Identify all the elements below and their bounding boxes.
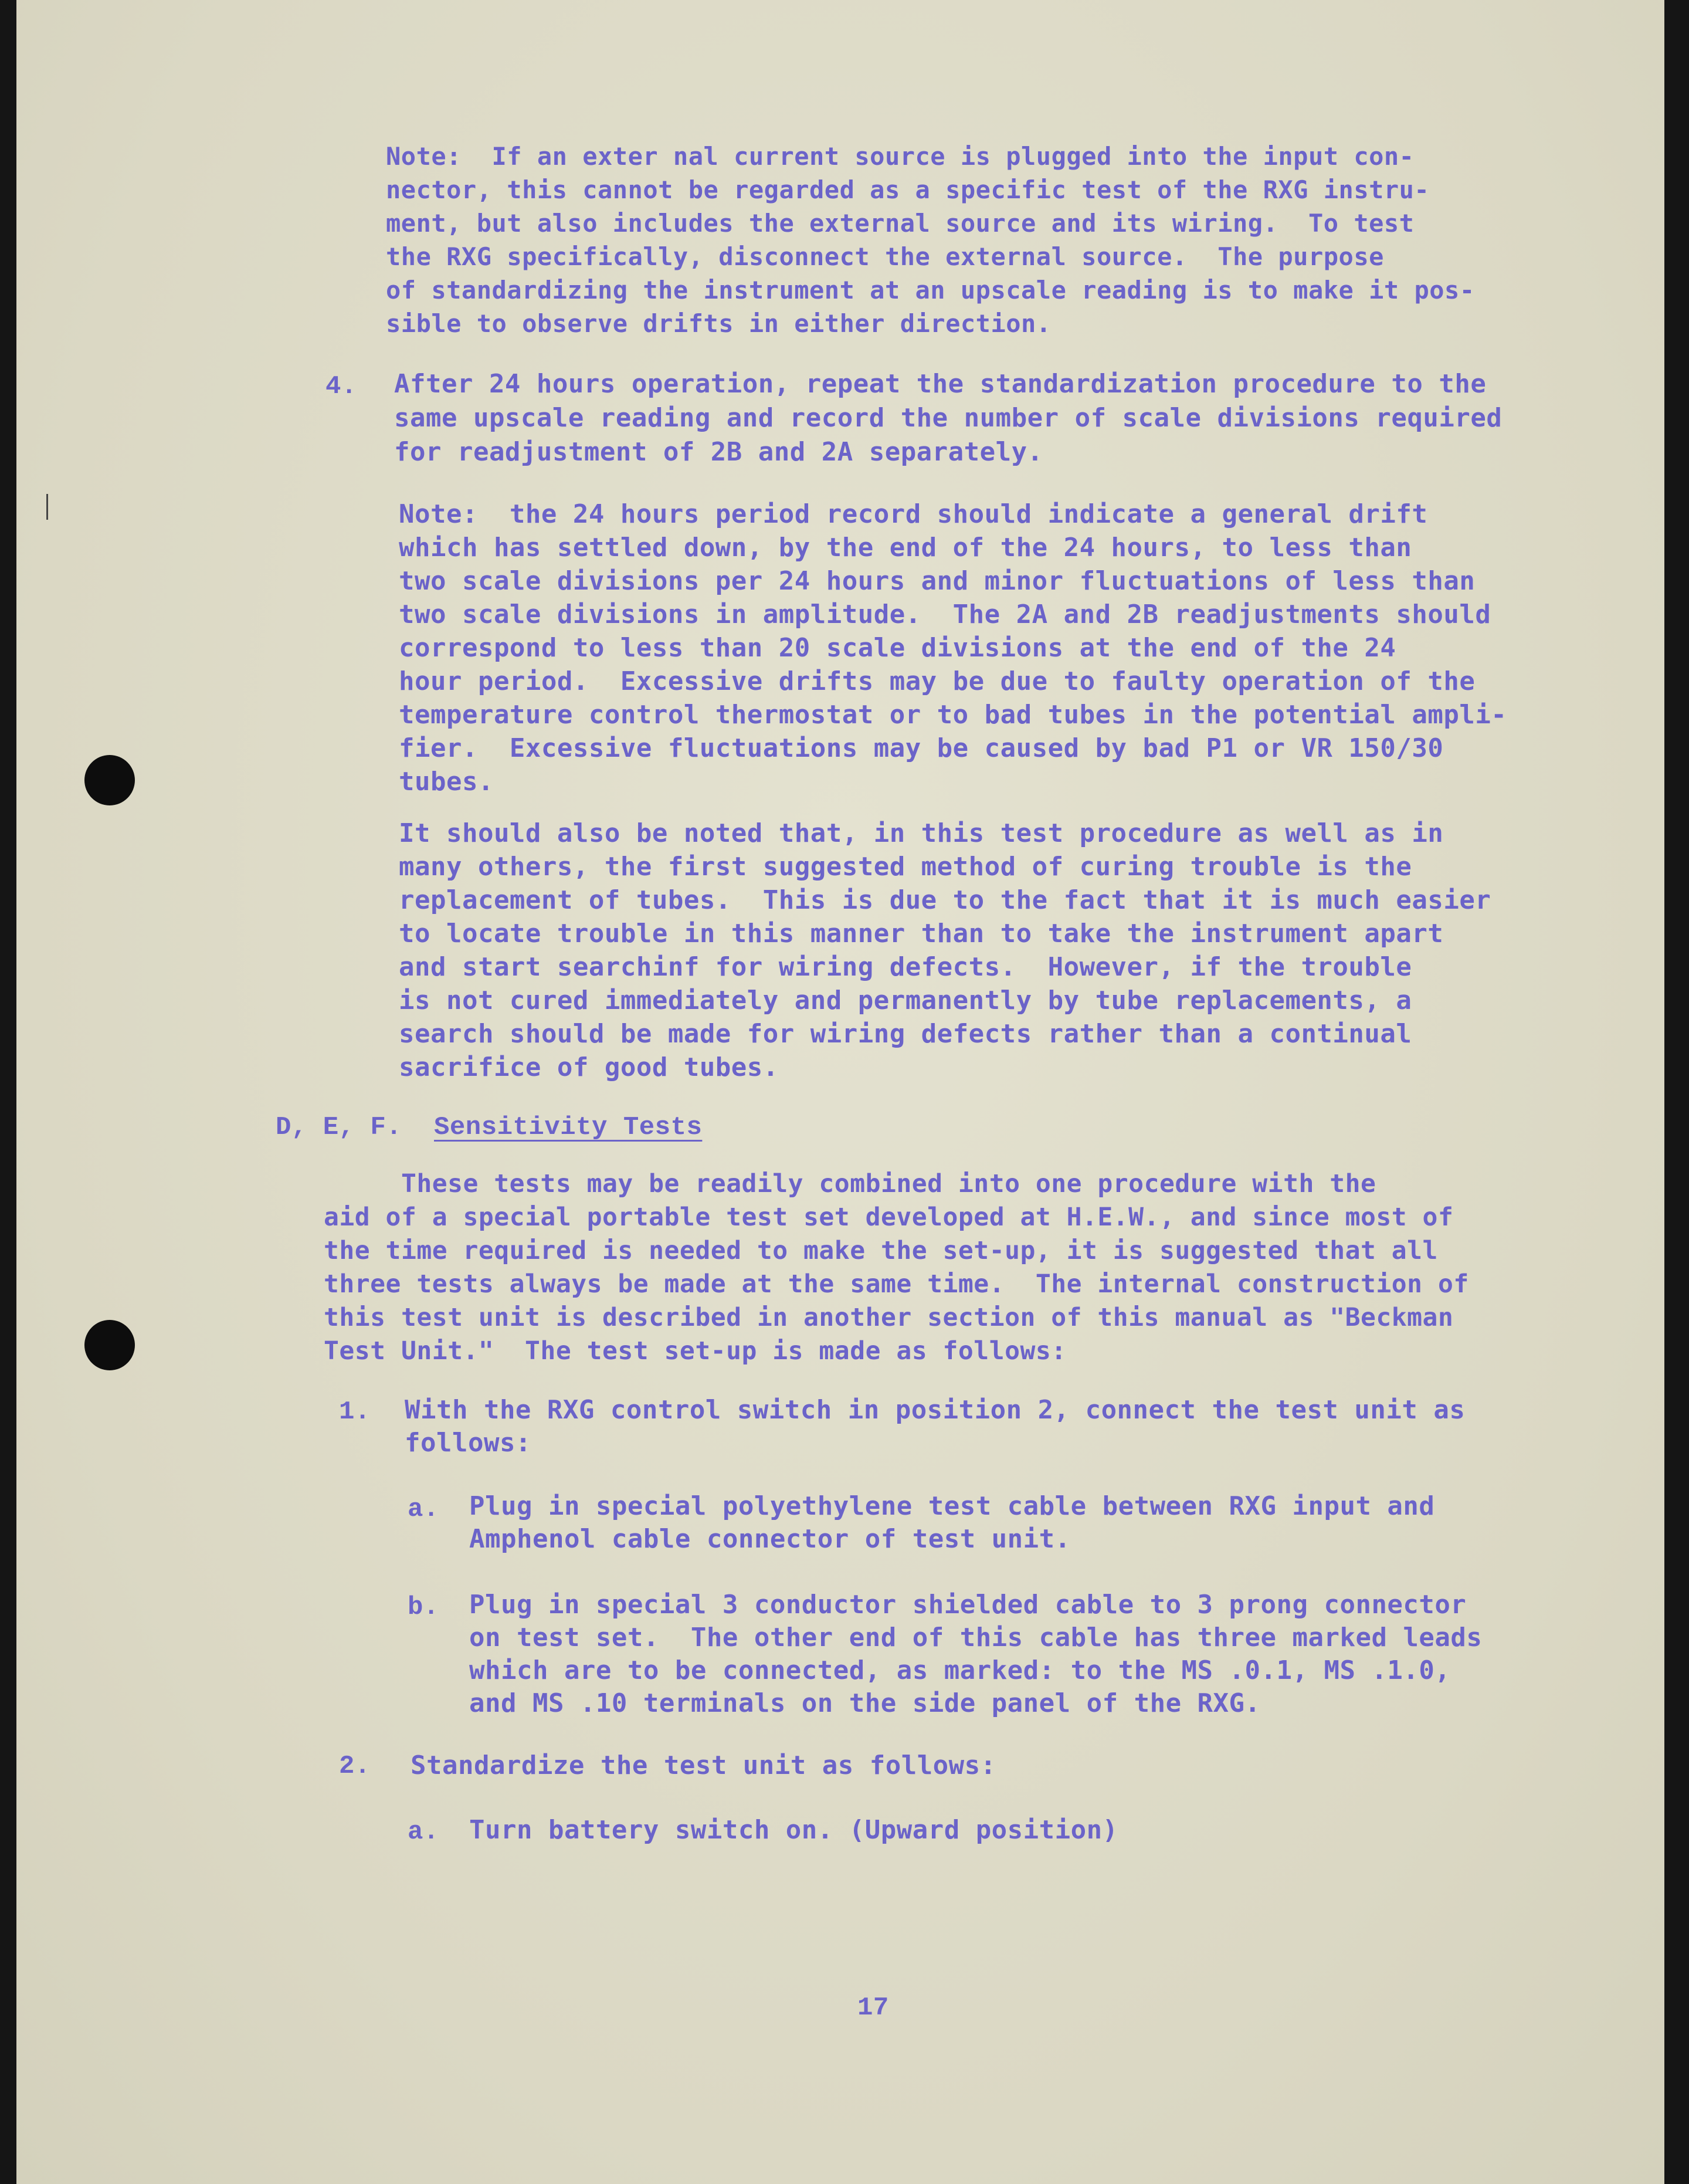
item-2-text: Standardize the test unit as follows: — [411, 1750, 996, 1780]
item-2-number: 2. — [339, 1752, 371, 1781]
margin-mark — [46, 494, 48, 520]
item-1b-label: b. — [408, 1593, 439, 1622]
section-title: Sensitivity Tests — [434, 1113, 703, 1142]
item-1-text: With the RXG control switch in position 2, connect the test unit as follows: — [405, 1395, 1466, 1458]
note-external-source: Note: If an exter nal current source is plugged into the input con- nector, this cannot be regarded as a specific test of the RXG instru- ment, but also includes the external source and its wiring. To test the RXG specifically, disconnect the external source. The purpose of standardizing the instrument at an upscale reading is to make it pos- sible to observe drifts in either direction. — [386, 142, 1475, 338]
item-1b-text: Plug in special 3 conductor shielded cable to 3 prong connector on test set. The other end of this cable has three marked leads which are to be connected, as marked: to the MS .0.1, MS .1.0, and MS .10 terminals on the side panel of the RXG. — [469, 1590, 1483, 1718]
binder-hole-top — [84, 755, 135, 805]
item-1-number: 1. — [339, 1397, 371, 1427]
item-1a-label: a. — [408, 1495, 439, 1524]
page-number: 17 — [857, 1993, 889, 2023]
note-24-hours: Note: the 24 hours period record should indicate a general drift which has settled down, by the end of the 24 hours, to less than two scale divisions per 24 hours and minor fluctuations of less than two scale divisions in amplitude. The 2A and 2B readjustments should correspond to less than 20 scale divisions at the end of the 24 hour period. Excessive drifts may be due to faulty operation of the temperature control thermostat or to bad tubes in the potential ampli- fier. Excessive fluctuations may be caused by bad P1 or VR 150/30 tubes. — [399, 499, 1507, 797]
section-label: D, E, F. — [276, 1113, 402, 1142]
item-2a-text: Turn battery switch on. (Upward position) — [469, 1815, 1118, 1845]
item-4-number: 4. — [325, 372, 357, 401]
paragraph-tube-replacement: It should also be noted that, in this test procedure as well as in many others, the first suggested method of curing trouble is the replacement of tubes. This is due to the fact that it is much easier to locate trouble in this manner than to take the instrument apart and start searchinf for wiring defects. However, if the trouble is not cured immediately and permanently by tube replacements, a search should be made for wiring defects rather than a continual sacrifice of good tubes. — [399, 818, 1491, 1082]
item-1a-text: Plug in special polyethylene test cable between RXG input and Amphenol cable connector of test unit. — [469, 1491, 1435, 1554]
item-4-text: After 24 hours operation, repeat the standardization procedure to the same upscale reading and record the number of scale divisions required for readjustment of 2B and 2A separately. — [394, 369, 1503, 467]
binder-hole-bottom — [84, 1320, 135, 1370]
item-2a-label: a. — [408, 1817, 439, 1847]
paragraph-sensitivity-tests: These tests may be readily combined into one procedure with the aid of a special portable test set developed at H.E.W., and since most of the time required is needed to make the set-up, it is suggested that all three tests always be made at the same time. The internal construction of this test unit is described in another section of this manual as "Beckman Test Unit." The test set-up is made as follows: — [324, 1169, 1469, 1366]
